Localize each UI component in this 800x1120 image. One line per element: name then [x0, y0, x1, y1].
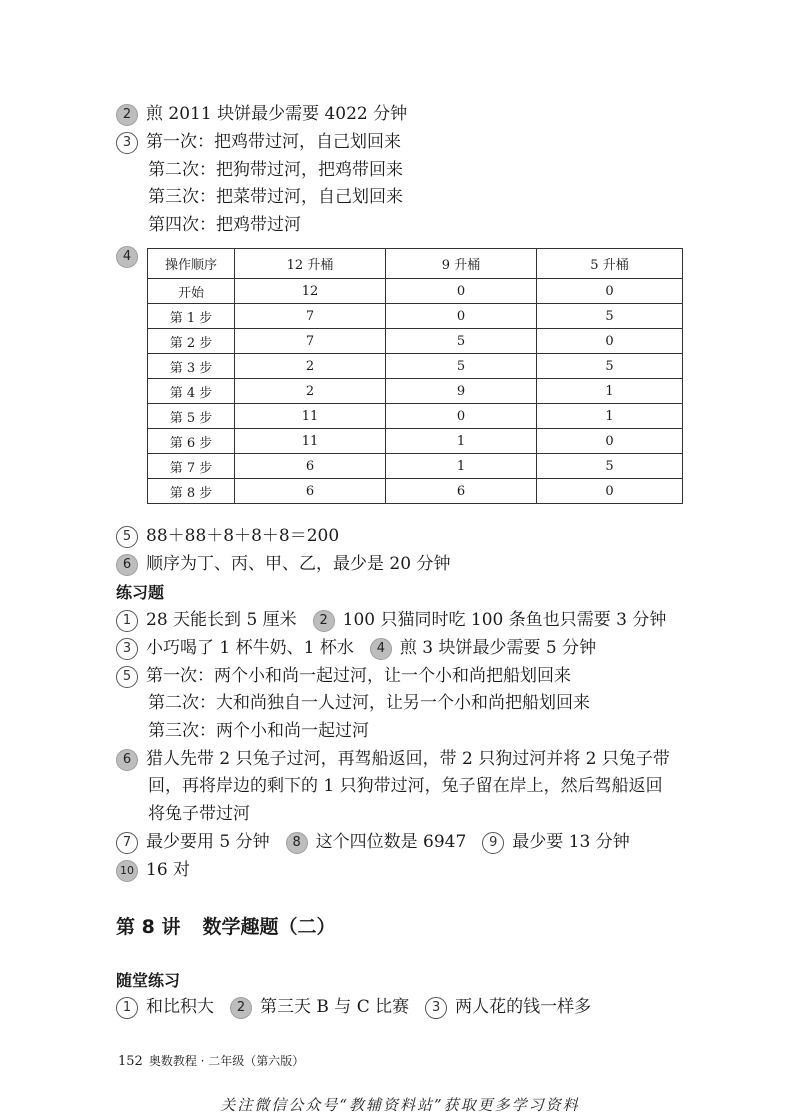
- table-cell: 0: [386, 404, 537, 429]
- number-badge: 2: [116, 104, 138, 126]
- answer-text: 这个四位数是 6947: [315, 832, 467, 852]
- table-cell: 0: [537, 279, 683, 304]
- table-cell: 12: [235, 279, 386, 304]
- number-badge: 6: [116, 749, 138, 771]
- table-cell: 1: [386, 429, 537, 454]
- chapter-title: [116, 914, 335, 940]
- number-badge: 4: [370, 638, 392, 660]
- answer-line: 第二次：大和尚独自一人过河，让另一个小和尚把船划回来: [148, 693, 590, 713]
- table-cell: 6: [235, 454, 386, 479]
- answer-text: 88＋88＋8＋8＋8＝200: [146, 526, 340, 546]
- table-cell: 6: [235, 479, 386, 504]
- number-badge: 5: [116, 526, 138, 548]
- practice-row-7: [116, 830, 630, 854]
- table-cell: 第 3 步: [148, 354, 235, 379]
- table-cell: 2: [235, 354, 386, 379]
- in-class-heading: 随堂练习: [116, 971, 181, 990]
- table-header: 操作顺序: [148, 249, 235, 279]
- table-cell: 7: [235, 304, 386, 329]
- table-cell: 11: [235, 429, 386, 454]
- bucket-table: [147, 248, 683, 504]
- table-row: [148, 329, 683, 354]
- answer-line: 第一次：把鸡带过河，自己划回来: [146, 132, 401, 152]
- number-badge: 1: [116, 997, 138, 1019]
- number-badge: 4: [116, 246, 138, 268]
- table-cell: 0: [386, 279, 537, 304]
- table-row: [148, 404, 683, 429]
- table-cell: 5: [537, 304, 683, 329]
- answer-text: 小巧喝了 1 杯牛奶、1 杯水: [146, 638, 354, 658]
- in-class-row: [116, 995, 591, 1019]
- answer-4: [116, 244, 146, 268]
- practice-heading: 练习题: [116, 583, 165, 602]
- number-badge: 1: [116, 610, 138, 632]
- page-footer: [118, 1052, 304, 1069]
- table-row: [148, 279, 683, 304]
- table-header-row: [148, 249, 683, 279]
- table-cell: 7: [235, 329, 386, 354]
- page-number: 152: [118, 1054, 143, 1069]
- number-badge: 9: [482, 832, 504, 854]
- table-cell: 5: [537, 454, 683, 479]
- answer-text: 顺序为丁、丙、甲、乙，最少是 20 分钟: [146, 554, 451, 574]
- answer-text: 和比积大: [146, 997, 214, 1017]
- table-cell: 6: [386, 479, 537, 504]
- number-badge: 3: [116, 638, 138, 660]
- table-cell: 9: [386, 379, 537, 404]
- table-cell: 第 1 步: [148, 304, 235, 329]
- answer-line: 第一次：两个小和尚一起过河，让一个小和尚把船划回来: [146, 666, 571, 686]
- answer-text: 16 对: [146, 860, 191, 880]
- table-row: [148, 429, 683, 454]
- table-header: 12 升桶: [235, 249, 386, 279]
- answer-text: 28 天能长到 5 厘米: [146, 610, 297, 630]
- table-row: [148, 479, 683, 504]
- table-cell: 0: [537, 429, 683, 454]
- answer-text: 100 只猫同时吃 100 条鱼也只需要 3 分钟: [342, 610, 667, 630]
- table-cell: 1: [537, 404, 683, 429]
- number-badge: 2: [313, 610, 335, 632]
- answer-line: 第三次：把菜带过河，自己划回来: [148, 187, 403, 207]
- table-cell: 第 5 步: [148, 404, 235, 429]
- table-cell: 第 2 步: [148, 329, 235, 354]
- answer-line: 猎人先带 2 只兔子过河，再驾船返回，带 2 只狗过河并将 2 只兔子带: [146, 749, 670, 769]
- watermark-text: 关注微信公众号“教辅资料站”获取更多学习资料: [220, 1096, 580, 1114]
- chapter-name: 数学趣题（二）: [202, 916, 336, 938]
- number-badge: 10: [116, 860, 138, 882]
- answer-text: 煎 3 块饼最少需要 5 分钟: [399, 638, 597, 658]
- answer-line: 第三次：两个小和尚一起过河: [148, 721, 369, 741]
- answer-text: 两人花的钱一样多: [455, 997, 592, 1017]
- answer-6: [116, 552, 450, 576]
- answer-text: 最少要用 5 分钟: [146, 832, 270, 852]
- number-badge: 8: [286, 832, 308, 854]
- table-cell: 5: [386, 329, 537, 354]
- table-row: [148, 454, 683, 479]
- answer-text: 煎 2011 块饼最少需要 4022 分钟: [146, 104, 408, 124]
- practice-5: [116, 664, 571, 688]
- answer-line: 将兔子带过河: [148, 804, 250, 824]
- table-cell: 0: [386, 304, 537, 329]
- table-cell: 开始: [148, 279, 235, 304]
- chapter-label: 第 8 讲: [116, 916, 181, 938]
- answer-line: 第二次：把狗带过河，把鸡带回来: [148, 160, 403, 180]
- practice-10: [116, 858, 190, 882]
- practice-row-1: [116, 608, 666, 632]
- table-row: [148, 379, 683, 404]
- number-badge: 3: [425, 997, 447, 1019]
- table-cell: 5: [537, 354, 683, 379]
- practice-row-2: [116, 636, 596, 660]
- answer-line: 第四次：把鸡带过河: [148, 215, 301, 235]
- number-badge: 2: [230, 997, 252, 1019]
- table-header: 9 升桶: [386, 249, 537, 279]
- table-cell: 第 4 步: [148, 379, 235, 404]
- table-cell: 2: [235, 379, 386, 404]
- answer-text: 最少要 13 分钟: [512, 832, 630, 852]
- table-cell: 第 8 步: [148, 479, 235, 504]
- number-badge: 3: [116, 132, 138, 154]
- table-row: [148, 354, 683, 379]
- answer-5: [116, 524, 339, 548]
- number-badge: 6: [116, 554, 138, 576]
- table-cell: 1: [537, 379, 683, 404]
- answer-line: 回，再将岸边的剩下的 1 只狗带过河，兔子留在岸上，然后驾船返回: [148, 776, 663, 796]
- answer-text: 第三天 B 与 C 比赛: [260, 997, 410, 1017]
- book-title: 奥数教程 · 二年级（第六版）: [148, 1054, 305, 1068]
- number-badge: 7: [116, 832, 138, 854]
- table-header: 5 升桶: [537, 249, 683, 279]
- answer-2: [116, 102, 407, 126]
- table-cell: 0: [537, 329, 683, 354]
- practice-6: [116, 747, 670, 771]
- answer-3: [116, 130, 401, 154]
- number-badge: 5: [116, 666, 138, 688]
- table-cell: 第 6 步: [148, 429, 235, 454]
- table-cell: 11: [235, 404, 386, 429]
- table-cell: 0: [537, 479, 683, 504]
- table-cell: 5: [386, 354, 537, 379]
- table-row: [148, 304, 683, 329]
- table-cell: 1: [386, 454, 537, 479]
- table-cell: 第 7 步: [148, 454, 235, 479]
